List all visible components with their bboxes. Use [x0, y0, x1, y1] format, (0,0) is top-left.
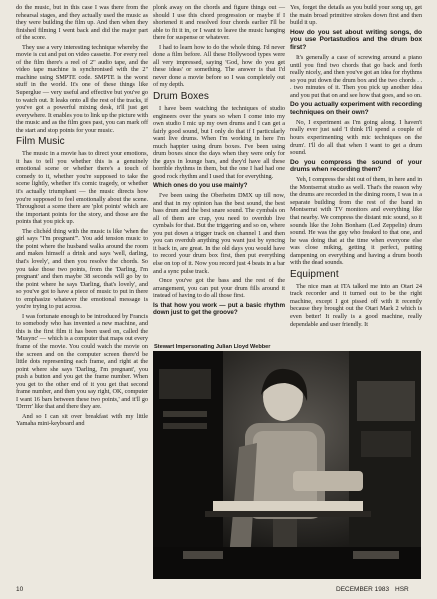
section-heading: Equipment — [290, 268, 339, 280]
body-paragraph: They use a very interesting technique whereby the movie is cut and put on video cassette. For every reel of the film there's a reel of 2" audio tape, and the video tape machine is synchronised with the 2" machine using SMPTE code. SMPTE is the worst stuff in the world. It's one of these things like Superglue — very useful and effective but you've go to watch out. It leaks onto all the rest of the tracks, if you've got a powerful mixing desk, it'll just get everywhere. It enables you to link up the picture with the music and as the film goes past, you can mark off the start and stop points for your music. — [16, 43, 148, 134]
body-paragraph: Once you've got the bass and the rest of the arrangement, you can put your drum fills around it instead of having to do all those first. — [153, 277, 285, 300]
body-paragraph: The nice man at ITA talked me into an Otari 24 track recorder and it turned out to be the right machine, except I got pissed off with it recently because they brought out the Otari Mark 2 which is even better! It really is a good machine, really dependable and user friendly. It — [290, 282, 422, 328]
section-heading: Drum Boxes — [153, 91, 210, 103]
body-paragraph: Yeh, I compress the shit out of them, in here and in the Montserrat studio as well. That's the reason why the drums are recorded in the dining room, I was in a separate building from the rest of the band in Montserrat with TV monitors and everything like that nearby. We compress the distant mic sound, so it sounds like the John Bonham (Led Zeppelin) drum sound. He was the guy who freaked to that one, and he was doing that at the time when everyone else was close miking, getting it perfect, putting dampening on everything and having a drum booth with the dead sounds. — [290, 176, 423, 267]
body-paragraph: plonk away on the chords and figure things out — should I use this chord progression or maybe if I shortened it and resolved four chords earlier I'll be able to fit it in, or I want to leave the music hanging there for suspense or whatever. — [153, 4, 285, 42]
issue-date: DECEMBER 1983 — [336, 586, 390, 593]
body-paragraph: Yes, forget the details as you build your song up, get the main broad primitive strokes down first and then build it up. — [290, 4, 422, 27]
body-paragraph: It's generally a case of screwing around a piano until you find two chords that go back and forth really nicely, and then you've got an idea for rhythms so you put down the drum box and the two chords . . . two minutes of it. Then you pick up another idea and you put that on and see how that goes, and so on. — [290, 54, 422, 99]
body-paragraph: I had to learn how to do the whole thing. I'd never done a film before. All these Hollywood types were all very impressed, saying 'God, how do you get these ideas' or something. The answer is that I'd never done a movie before so I was completely out of my depth. — [153, 43, 285, 89]
article-column-3 — [290, 4, 422, 330]
article-column-1 — [16, 4, 148, 430]
interview-question: Is that how you work — put a basic rhythm down just to get the groove? — [153, 301, 285, 317]
body-paragraph: I've been using the Oberheim DMX up till now, and that in my opinion has the best sound, the best bass drum and the best snare sound. The cymbals on all of them are crap, you need to overdub live cymbals for that. But the triggering and so on, where you put down a trigger track on channel 1 and then you can overdub anything you want just by syncing it back in, are great. In the old days you would have to record your drum box first, then put everything else on top of it. Now you record just 4 beats in a bar and a sync pulse track. — [153, 192, 285, 275]
interview-question: How do you set about writing songs, do you use Portastudios and the drum box first? — [290, 28, 422, 52]
section-heading: Film Music — [16, 136, 65, 148]
interview-question: Do you compress the sound of your drums when recording them? — [290, 158, 422, 174]
body-paragraph: The clichéd thing with the music is like 'when the girl says "I'm pregnant"'. You add tension music to the point where the husband walks around the room and makes himself a drink and says 'well, darling, that's lovely', and then you resolve the chords. So you take those two points, from the 'Darling, I'm pregnant' and then maybe 38 seconds will go by to the point where he says 'Darling, that's lovely', and so you've got to have a piece of music to put in there to emphasize whatever the emotional message is you're trying to put across. — [16, 227, 148, 311]
photo-caption: Stewart Impersonating Julian Lloyd Webber — [154, 344, 271, 350]
article-column-2 — [153, 4, 285, 319]
body-paragraph: No, I experiment as I'm going along. I haven't really ever just said 'I think I'll spend a couple of hours experimenting with mic techniques on the drum'. I'll do all that when I want to get a drum sound. — [290, 118, 422, 157]
body-paragraph: The music in a movie has to direct your emotions, it has to tell you whether this is a genuinely emotional scene or whether there's a touch of comedy to it, whether you're supposed to take the scene lightly, whether it's comic tragedy, or whether it's actually triumphant — the music directs how you're supposed to feel emotionally about the scene. Throughout a scene there are 'plot points' which are the important points for the story, and those are the points that you pick up. — [16, 150, 148, 226]
interview-question: Do you actually experiment with recording techniques on their own? — [290, 101, 422, 117]
studio-photo — [153, 351, 421, 579]
body-paragraph: I have been watching the techniques of studio engineers over the years so when I come into my own studio I mic up my own drums and I can get a fairly good sound, but I only do that if I particularly want live drums. When I'm working in here I'm much happier using drum boxes. I've been using drum boxes since the days when they were only for the guys in lounge bars, and they'd have all these horrible rhythms in them, but the one I had had one good rock rhythm and I used that for everything. — [153, 105, 285, 180]
magazine-name: HSR — [395, 586, 409, 593]
body-paragraph: And so I can sit over breakfast with my little Yamaha mini-keyboard and — [16, 412, 148, 428]
interview-question: Which ones do you use mainly? — [153, 182, 248, 190]
studio-photo-image — [153, 351, 421, 579]
body-paragraph: do the music, but in this case I was there from the rehearsal stages, and they actually used the music as they were building the film up. And then when they finished filming I went back and did the major part of the score. — [16, 4, 148, 42]
page-number: 10 — [16, 586, 24, 593]
page-footer — [0, 584, 437, 598]
body-paragraph: I was fortunate enough to be introduced by Francis to somebody who has invented a new machine, and this is the first film it has been used on, called the 'Musync' — which is a computer that maps out every frame of the movie. You could watch the movie on the screen and on the computer screen there'd be little dots representing each frame, and right at the point where she says 'Darling, I'm pregnant', you push a button and you get the frame number. When you get to the other end of it you get that second frame number, and then you say right, OK, computer I want 16 bars between these two points,' and it'll go 'Drrrrr' like that and there they are. — [16, 312, 148, 411]
